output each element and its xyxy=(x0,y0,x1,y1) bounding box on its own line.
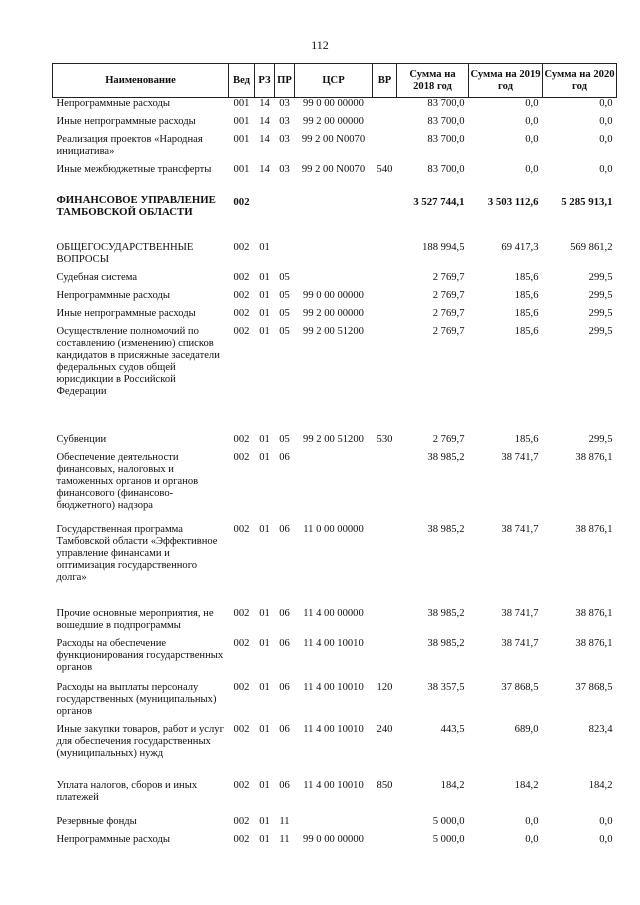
cell-name: Прочие основные мероприятия, не вошедшие в подпрограммы xyxy=(56,607,214,631)
cell-ved: 002 xyxy=(233,241,250,253)
cell-vr: 540 xyxy=(376,163,393,175)
cell-name: Резервные фонды xyxy=(56,815,137,827)
cell-y2018: 38 357,5 xyxy=(427,681,465,693)
cell-pr: 11 xyxy=(279,815,290,827)
cell-y2019: 689,0 xyxy=(514,723,539,735)
cell-y2019: 0,0 xyxy=(525,815,539,827)
cell-rz: 01 xyxy=(259,681,270,693)
cell-y2018: 184,2 xyxy=(440,779,465,791)
cell-rz: 01 xyxy=(259,325,270,337)
cell-pr: 06 xyxy=(279,779,290,791)
cell-y2018: 2 769,7 xyxy=(432,325,465,337)
cell-vr xyxy=(373,272,397,290)
cell-y2018: 2 769,7 xyxy=(432,289,465,301)
cell-csr: 99 2 00 N0070 xyxy=(301,133,366,145)
cell-csr: 99 2 00 00000 xyxy=(303,307,364,319)
cell-ved: 002 xyxy=(233,723,250,735)
cell-csr xyxy=(295,194,373,242)
cell-vr: 240 xyxy=(376,723,393,735)
cell-csr: 11 4 00 10010 xyxy=(303,681,364,693)
table-row xyxy=(53,272,617,290)
cell-y2020: 0,0 xyxy=(599,833,613,845)
cell-y2018: 2 769,7 xyxy=(432,271,465,283)
cell-y2019: 185,6 xyxy=(514,271,539,283)
cell-name: Судебная система xyxy=(56,271,138,283)
cell-name: Реализация проектов «Народная инициатива» xyxy=(56,133,203,157)
header-csr: ЦСР xyxy=(295,64,373,98)
cell-rz: 01 xyxy=(259,433,270,445)
table-row xyxy=(53,194,617,242)
cell-y2018: 443,5 xyxy=(440,723,465,735)
cell-pr xyxy=(275,242,295,272)
cell-vr xyxy=(373,608,397,638)
cell-y2019: 0,0 xyxy=(525,133,539,145)
table-row xyxy=(53,724,617,780)
cell-vr xyxy=(373,638,397,682)
cell-name: Непрограммные расходы xyxy=(56,98,170,109)
cell-ved: 002 xyxy=(233,681,250,693)
cell-rz: 01 xyxy=(259,815,270,827)
cell-csr: 99 2 00 N0070 xyxy=(301,163,366,175)
cell-rz: 01 xyxy=(259,607,270,619)
cell-vr xyxy=(373,98,397,116)
cell-pr: 03 xyxy=(279,98,290,109)
cell-pr: 06 xyxy=(279,607,290,619)
cell-name: Субвенции xyxy=(56,433,107,445)
cell-y2019: 0,0 xyxy=(525,833,539,845)
cell-vr xyxy=(373,834,397,852)
table-row xyxy=(53,290,617,308)
cell-y2018: 83 700,0 xyxy=(427,115,465,127)
table-header xyxy=(53,64,617,98)
cell-rz: 14 xyxy=(259,163,270,175)
cell-name: Иные межбюджетные трансферты xyxy=(56,163,212,175)
cell-y2018: 38 985,2 xyxy=(427,451,465,463)
cell-rz: 01 xyxy=(259,451,270,463)
cell-y2020: 38 876,1 xyxy=(575,607,613,619)
cell-pr: 05 xyxy=(279,289,290,301)
cell-ved: 002 xyxy=(233,637,250,649)
cell-pr: 03 xyxy=(279,115,290,127)
table-row xyxy=(53,242,617,272)
table-row xyxy=(53,638,617,682)
table-row xyxy=(53,682,617,724)
cell-rz: 01 xyxy=(259,779,270,791)
cell-y2020: 5 285 913,1 xyxy=(561,195,613,208)
cell-ved: 001 xyxy=(233,98,250,109)
cell-rz: 01 xyxy=(259,833,270,845)
cell-name: Уплата налогов, сборов и иных платежей xyxy=(56,779,198,803)
cell-y2020: 37 868,5 xyxy=(575,681,613,693)
table-row xyxy=(53,98,617,116)
cell-pr: 05 xyxy=(279,325,290,337)
table-row xyxy=(53,134,617,164)
cell-rz: 14 xyxy=(259,98,270,109)
cell-rz: 01 xyxy=(259,523,270,535)
table-row xyxy=(53,164,617,194)
cell-vr xyxy=(373,290,397,308)
cell-y2018: 2 769,7 xyxy=(432,433,465,445)
cell-pr: 03 xyxy=(279,133,290,145)
cell-name: Государственная программа Тамбовской области «Эффективное управление финансами и оптимизация государственного долга» xyxy=(56,523,218,583)
cell-ved: 002 xyxy=(233,833,250,845)
cell-csr: 99 0 00 00000 xyxy=(303,289,364,301)
cell-vr xyxy=(373,194,397,242)
budget-table xyxy=(52,63,617,852)
cell-ved: 002 xyxy=(233,523,250,535)
cell-pr: 03 xyxy=(279,163,290,175)
cell-y2020: 299,5 xyxy=(588,271,613,283)
cell-name: Иные непрограммные расходы xyxy=(56,307,196,319)
cell-y2020: 38 876,1 xyxy=(575,637,613,649)
cell-pr: 05 xyxy=(279,307,290,319)
cell-ved: 001 xyxy=(233,133,250,145)
table-row xyxy=(53,834,617,852)
cell-vr: 530 xyxy=(376,433,393,445)
cell-name: Непрограммные расходы xyxy=(56,289,170,301)
cell-rz: 01 xyxy=(259,637,270,649)
cell-ved: 002 xyxy=(233,433,250,445)
cell-y2019: 0,0 xyxy=(525,98,539,109)
cell-pr: 06 xyxy=(279,637,290,649)
cell-csr: 99 0 00 00000 xyxy=(303,98,364,109)
cell-y2019: 185,6 xyxy=(514,307,539,319)
cell-ved: 002 xyxy=(233,307,250,319)
cell-pr: 11 xyxy=(279,833,290,845)
cell-name: Расходы на обеспечение функционирования государственных органов xyxy=(56,637,224,673)
cell-y2020: 299,5 xyxy=(588,433,613,445)
cell-pr: 06 xyxy=(279,523,290,535)
cell-y2018: 38 985,2 xyxy=(427,523,465,535)
cell-csr xyxy=(295,242,373,272)
cell-ved: 002 xyxy=(233,195,250,208)
cell-y2018: 5 000,0 xyxy=(432,833,465,845)
cell-rz: 14 xyxy=(259,115,270,127)
header-2020: Сумма на 2020 год xyxy=(543,64,617,98)
cell-y2019: 184,2 xyxy=(514,779,539,791)
cell-ved: 001 xyxy=(233,163,250,175)
cell-y2020: 823,4 xyxy=(588,723,613,735)
cell-csr: 11 4 00 10010 xyxy=(303,637,364,649)
cell-y2020: 299,5 xyxy=(588,289,613,301)
cell-y2018: 83 700,0 xyxy=(427,98,465,109)
cell-vr xyxy=(373,524,397,608)
cell-ved: 002 xyxy=(233,451,250,463)
cell-name: ФИНАНСОВОЕ УПРАВЛЕНИЕ ТАМБОВСКОЙ ОБЛАСТИ xyxy=(56,193,216,218)
header-name: Наименование xyxy=(53,64,229,98)
cell-y2020: 0,0 xyxy=(599,163,613,175)
cell-y2020: 299,5 xyxy=(588,307,613,319)
cell-y2019: 185,6 xyxy=(514,325,539,337)
cell-vr xyxy=(373,452,397,524)
cell-y2019: 38 741,7 xyxy=(501,637,539,649)
cell-csr: 99 2 00 51200 xyxy=(303,433,364,445)
cell-name: Осуществление полномочий по составлению (изменению) списков кандидатов в присяжные заседатели федеральных судов общей юрисдикции в Российской Федерации xyxy=(56,325,220,397)
cell-y2020: 569 861,2 xyxy=(570,241,613,253)
cell-rz: 01 xyxy=(259,307,270,319)
cell-csr xyxy=(295,272,373,290)
cell-name: Непрограммные расходы xyxy=(56,833,170,845)
cell-csr: 99 2 00 51200 xyxy=(303,325,364,337)
cell-y2018: 83 700,0 xyxy=(427,163,465,175)
header-pr: ПР xyxy=(275,64,295,98)
cell-pr: 06 xyxy=(279,681,290,693)
cell-rz: 01 xyxy=(259,241,270,253)
cell-y2019: 38 741,7 xyxy=(501,607,539,619)
cell-y2019: 0,0 xyxy=(525,115,539,127)
cell-vr: 850 xyxy=(376,779,393,791)
cell-name: Расходы на выплаты персоналу государственных (муниципальных) органов xyxy=(56,681,217,717)
cell-y2018: 83 700,0 xyxy=(427,133,465,145)
table-row xyxy=(53,452,617,524)
cell-name: Обеспечение деятельности финансовых, налоговых и таможенных органов и органов финансового (финансово-бюджетного) надзора xyxy=(56,451,199,511)
cell-y2018: 38 985,2 xyxy=(427,637,465,649)
cell-rz xyxy=(255,194,275,242)
table-row xyxy=(53,434,617,452)
table-row xyxy=(53,608,617,638)
cell-csr: 11 4 00 00000 xyxy=(303,607,364,619)
cell-y2020: 38 876,1 xyxy=(575,451,613,463)
cell-vr xyxy=(373,134,397,164)
cell-pr: 05 xyxy=(279,433,290,445)
cell-y2018: 5 000,0 xyxy=(432,815,465,827)
table-row xyxy=(53,780,617,816)
header-2018: Сумма на 2018 год xyxy=(397,64,469,98)
cell-y2019: 3 503 112,6 xyxy=(487,195,539,208)
cell-vr xyxy=(373,326,397,434)
cell-csr xyxy=(295,816,373,834)
cell-y2019: 185,6 xyxy=(514,433,539,445)
cell-ved: 002 xyxy=(233,815,250,827)
table-row xyxy=(53,116,617,134)
cell-vr xyxy=(373,308,397,326)
cell-y2020: 299,5 xyxy=(588,325,613,337)
table-row xyxy=(53,326,617,434)
cell-rz: 01 xyxy=(259,723,270,735)
page-number: 112 xyxy=(311,38,329,52)
cell-vr xyxy=(373,242,397,272)
cell-ved: 001 xyxy=(233,115,250,127)
cell-vr xyxy=(373,816,397,834)
cell-ved: 002 xyxy=(233,289,250,301)
cell-csr: 11 4 00 10010 xyxy=(303,779,364,791)
cell-y2018: 38 985,2 xyxy=(427,607,465,619)
cell-y2019: 69 417,3 xyxy=(501,241,539,253)
cell-rz: 14 xyxy=(259,133,270,145)
header-ved: Вед xyxy=(229,64,255,98)
cell-y2019: 38 741,7 xyxy=(501,523,539,535)
cell-pr xyxy=(275,194,295,242)
cell-rz: 01 xyxy=(259,289,270,301)
header-vr: ВР xyxy=(373,64,397,98)
cell-rz: 01 xyxy=(259,271,270,283)
header-2019: Сумма на 2019 год xyxy=(469,64,543,98)
cell-csr: 11 4 00 10010 xyxy=(303,723,364,735)
header-rz: РЗ xyxy=(255,64,275,98)
cell-y2018: 188 994,5 xyxy=(422,241,465,253)
cell-y2020: 0,0 xyxy=(599,133,613,145)
cell-ved: 002 xyxy=(233,325,250,337)
cell-vr: 120 xyxy=(376,681,393,693)
cell-y2020: 38 876,1 xyxy=(575,523,613,535)
cell-vr xyxy=(373,116,397,134)
cell-csr: 99 0 00 00000 xyxy=(303,833,364,845)
cell-pr: 06 xyxy=(279,723,290,735)
cell-ved: 002 xyxy=(233,607,250,619)
table-body xyxy=(53,98,617,852)
table-row xyxy=(53,524,617,608)
cell-y2019: 37 868,5 xyxy=(501,681,539,693)
cell-y2019: 0,0 xyxy=(525,163,539,175)
cell-csr xyxy=(295,452,373,524)
cell-y2020: 0,0 xyxy=(599,98,613,109)
cell-ved: 002 xyxy=(233,271,250,283)
cell-ved: 002 xyxy=(233,779,250,791)
cell-name: Иные закупки товаров, работ и услуг для обеспечения государственных (муниципальных) нужд xyxy=(56,723,224,759)
cell-name: ОБЩЕГОСУДАРСТВЕННЫЕ ВОПРОСЫ xyxy=(56,241,194,265)
cell-y2020: 0,0 xyxy=(599,815,613,827)
cell-y2020: 184,2 xyxy=(588,779,613,791)
cell-y2019: 38 741,7 xyxy=(501,451,539,463)
cell-csr: 99 2 00 00000 xyxy=(303,115,364,127)
cell-csr: 11 0 00 00000 xyxy=(303,523,364,535)
table-row xyxy=(53,308,617,326)
cell-name: Иные непрограммные расходы xyxy=(56,115,196,127)
cell-pr: 06 xyxy=(279,451,290,463)
cell-pr: 05 xyxy=(279,271,290,283)
cell-y2018: 2 769,7 xyxy=(432,307,465,319)
cell-y2019: 185,6 xyxy=(514,289,539,301)
cell-y2018: 3 527 744,1 xyxy=(413,195,465,208)
table-row xyxy=(53,816,617,834)
cell-y2020: 0,0 xyxy=(599,115,613,127)
